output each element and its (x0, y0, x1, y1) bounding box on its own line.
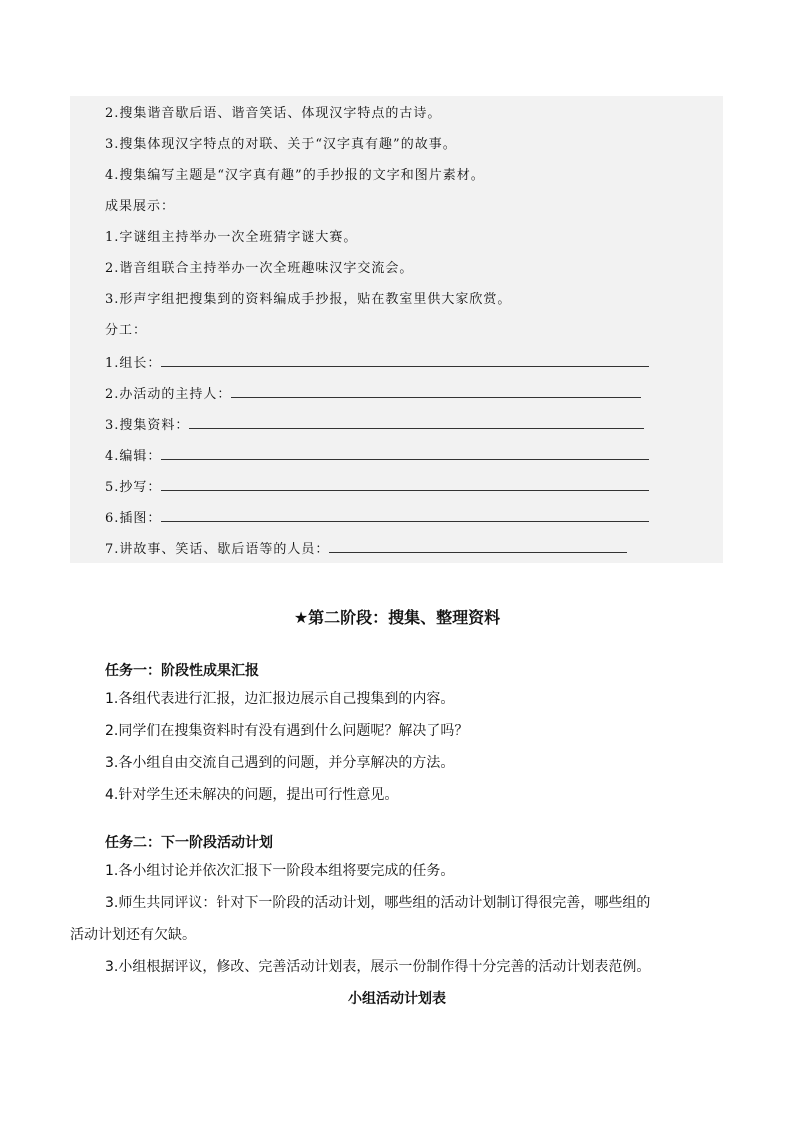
role-label: 5.抄写： (105, 480, 162, 495)
box-line: 2.搜集谐音歇后语、谐音笑话、体现汉字特点的古诗。 (105, 106, 442, 121)
role-line-illustrate (105, 509, 649, 527)
role-label: 6.插图： (105, 511, 162, 526)
task2-heading: 任务二：下一阶段活动计划 (105, 835, 273, 851)
box-line: 1.字谜组主持举办一次全班猜字谜大赛。 (105, 230, 358, 245)
box-line: 分工： (105, 323, 148, 338)
box-line: 4.搜集编写主题是“汉字真有趣”的手抄报的文字和图片素材。 (105, 168, 485, 183)
role-line-leader (105, 354, 649, 372)
task2-item: 3.小组根据评议，修改、完善活动计划表，展示一份制作得十分完善的活动计划表范例。 (105, 959, 651, 975)
blank-fill[interactable] (189, 416, 644, 429)
role-line-storyteller (105, 540, 627, 558)
task2-item-continued: 活动计划还有欠缺。 (70, 927, 196, 943)
task1-heading: 任务一：阶段性成果汇报 (105, 663, 259, 679)
task2-item: 3.师生共同评议：针对下一阶段的活动计划，哪些组的活动计划制订得很完善，哪些组的 (105, 895, 651, 911)
blank-fill[interactable] (161, 509, 649, 522)
box-line: 3.形声字组把搜集到的资料编成手抄报，贴在教室里供大家欣赏。 (105, 292, 512, 307)
blank-fill[interactable] (161, 447, 649, 460)
blank-fill[interactable] (231, 385, 641, 398)
role-line-host (105, 385, 641, 403)
blank-fill[interactable] (161, 478, 649, 491)
box-line: 2.谐音组联合主持举办一次全班趣味汉字交流会。 (105, 261, 414, 276)
role-line-copy (105, 478, 649, 496)
role-line-edit (105, 447, 649, 465)
task1-item: 1.各组代表进行汇报，边汇报边展示自己搜集到的内容。 (105, 691, 455, 707)
box-line: 成果展示： (105, 199, 176, 214)
stage-title: ★第二阶段：搜集、整理资料 (293, 608, 501, 627)
role-label: 1.组长： (105, 356, 162, 371)
table-caption: 小组活动计划表 (348, 991, 446, 1007)
task2-item: 1.各小组讨论并依次汇报下一阶段本组将要完成的任务。 (105, 863, 455, 879)
role-label: 4.编辑： (105, 449, 162, 464)
role-label: 2.办活动的主持人： (105, 387, 232, 402)
task1-item: 2.同学们在搜集资料时有没有遇到什么问题呢？解决了吗？ (105, 723, 469, 739)
role-label: 7.讲故事、笑话、歇后语等的人员： (105, 542, 330, 557)
activity-plan-box (70, 96, 723, 563)
role-label: 3.搜集资料： (105, 418, 190, 433)
blank-fill[interactable] (329, 540, 627, 553)
box-line: 3.搜集体现汉字特点的对联、关于“汉字真有趣”的故事。 (105, 137, 457, 152)
task1-item: 3.各小组自由交流自己遇到的问题，并分享解决的方法。 (105, 755, 455, 771)
role-line-collect (105, 416, 644, 434)
blank-fill[interactable] (161, 354, 649, 367)
task1-item: 4.针对学生还未解决的问题，提出可行性意见。 (105, 787, 399, 803)
